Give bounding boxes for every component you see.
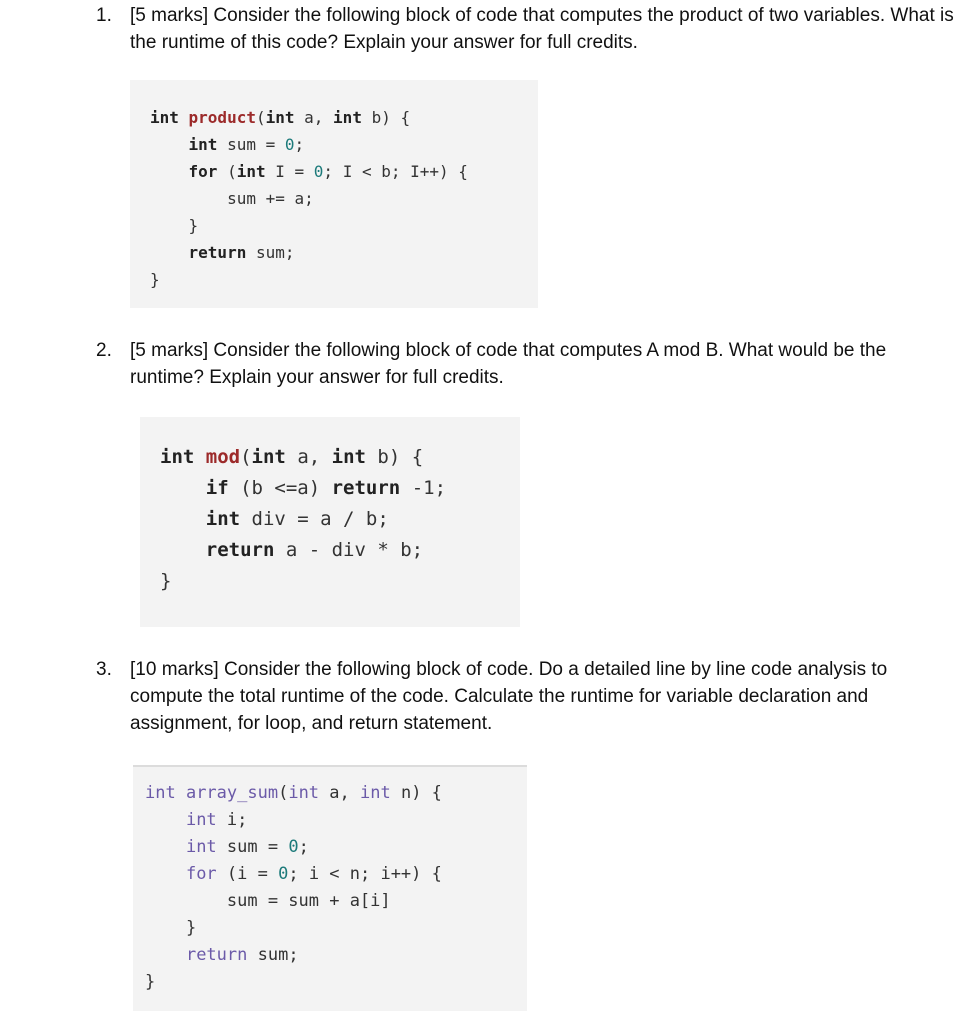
code-token: int	[185, 810, 217, 830]
code-token	[160, 539, 206, 561]
question-3	[96, 656, 956, 737]
code-token: int	[265, 108, 295, 127]
code-token	[160, 477, 206, 499]
code-token: mod	[205, 446, 241, 468]
code-token: (b <=a)	[228, 477, 332, 499]
code-token: int	[360, 783, 391, 803]
code-token: if	[205, 477, 229, 499]
code-token: -1;	[400, 477, 447, 499]
code-line	[150, 189, 314, 208]
code-token: b) {	[361, 108, 411, 127]
code-line	[145, 783, 442, 803]
code-token: div = a / b;	[240, 508, 389, 530]
code-line	[145, 972, 155, 992]
code-token: sum =	[216, 837, 289, 857]
code-line	[160, 477, 446, 499]
code-token: a,	[285, 446, 332, 468]
code-token: (	[255, 108, 266, 127]
code-line	[145, 945, 299, 965]
code-token: 0	[313, 162, 324, 181]
code-token: ; i < n; i++) {	[288, 864, 442, 884]
code-token: sum += a;	[150, 189, 314, 208]
code-line	[160, 508, 389, 530]
question-number: 2.	[96, 340, 112, 361]
code-line	[160, 446, 423, 468]
code-token: i;	[216, 810, 248, 830]
code-token: }	[145, 918, 197, 938]
code-token	[150, 135, 189, 154]
code-token: int	[333, 108, 362, 127]
code-token	[150, 162, 189, 181]
code-line	[150, 162, 468, 181]
code-token: int	[205, 508, 241, 530]
code-block-product	[130, 80, 538, 308]
code-line	[150, 135, 304, 154]
question-number: 3.	[96, 659, 112, 680]
question-text: [5 marks] Consider the following block of code that computes the product of two variables. What is the runtime of this code? Explain your answer for full credits.	[130, 5, 954, 53]
code-token: (	[240, 446, 252, 468]
code-token: (	[217, 162, 237, 181]
code-token: return	[185, 945, 248, 965]
code-line	[160, 539, 423, 561]
code-token: 0	[288, 837, 299, 857]
code-token: }	[145, 972, 156, 992]
code-token: sum = sum + a[i]	[145, 891, 391, 911]
code-token: a,	[294, 108, 334, 127]
code-token: (i =	[216, 864, 279, 884]
code-line	[150, 216, 198, 235]
code-token: int	[145, 783, 186, 803]
code-token: array_sum	[185, 783, 279, 803]
code-token: sum =	[217, 135, 285, 154]
code-token: for	[185, 864, 217, 884]
code-token: 0	[284, 135, 295, 154]
code-token: int	[251, 446, 286, 468]
code-token: int	[236, 162, 266, 181]
question-2	[96, 337, 956, 391]
code-token: a - div * b;	[274, 539, 424, 561]
code-token: b) {	[365, 446, 424, 468]
code-token: sum;	[247, 945, 299, 965]
code-token: }	[150, 270, 160, 289]
code-token	[160, 508, 206, 530]
code-token: ; I < b; I++) {	[323, 162, 468, 181]
code-token: a,	[319, 783, 360, 803]
code-token: int	[288, 783, 320, 803]
code-token: sum;	[246, 243, 295, 262]
question-number: 1.	[96, 5, 112, 26]
code-token	[150, 243, 189, 262]
code-line	[145, 810, 247, 830]
code-token: n) {	[390, 783, 442, 803]
code-token: for	[188, 162, 218, 181]
code-token: (	[278, 783, 289, 803]
code-token: ;	[294, 135, 305, 154]
code-token: 0	[278, 864, 289, 884]
question-1	[96, 2, 956, 56]
code-line	[145, 891, 391, 911]
code-token	[145, 864, 186, 884]
code-token: ;	[298, 837, 309, 857]
code-token: int	[331, 446, 366, 468]
code-block-array-sum	[133, 765, 527, 1011]
code-token: return	[205, 539, 275, 561]
code-token	[145, 837, 186, 857]
code-line	[150, 108, 410, 127]
code-token: int	[160, 446, 206, 468]
code-line	[160, 570, 171, 592]
code-token: }	[160, 570, 172, 592]
code-token: return	[188, 243, 247, 262]
code-token: int	[185, 837, 217, 857]
code-token: int	[150, 108, 189, 127]
code-token: product	[188, 108, 256, 127]
code-line	[145, 837, 309, 857]
code-token: I =	[265, 162, 314, 181]
question-text: [10 marks] Consider the following block of code. Do a detailed line by line code analysis to compute the total runtime of the code. Calculate the runtime for variable declaration and assignment, for loop, and return statement.	[130, 659, 888, 734]
code-token	[145, 945, 186, 965]
code-line	[145, 864, 442, 884]
code-token: int	[188, 135, 218, 154]
question-text: [5 marks] Consider the following block of code that computes A mod B. What would be the runtime? Explain your answer for full credits.	[130, 340, 887, 388]
code-token: return	[331, 477, 401, 499]
code-line	[145, 918, 196, 938]
code-token: }	[150, 216, 199, 235]
code-line	[150, 270, 160, 289]
code-block-mod	[140, 417, 520, 627]
code-token	[145, 810, 186, 830]
code-line	[150, 243, 295, 262]
